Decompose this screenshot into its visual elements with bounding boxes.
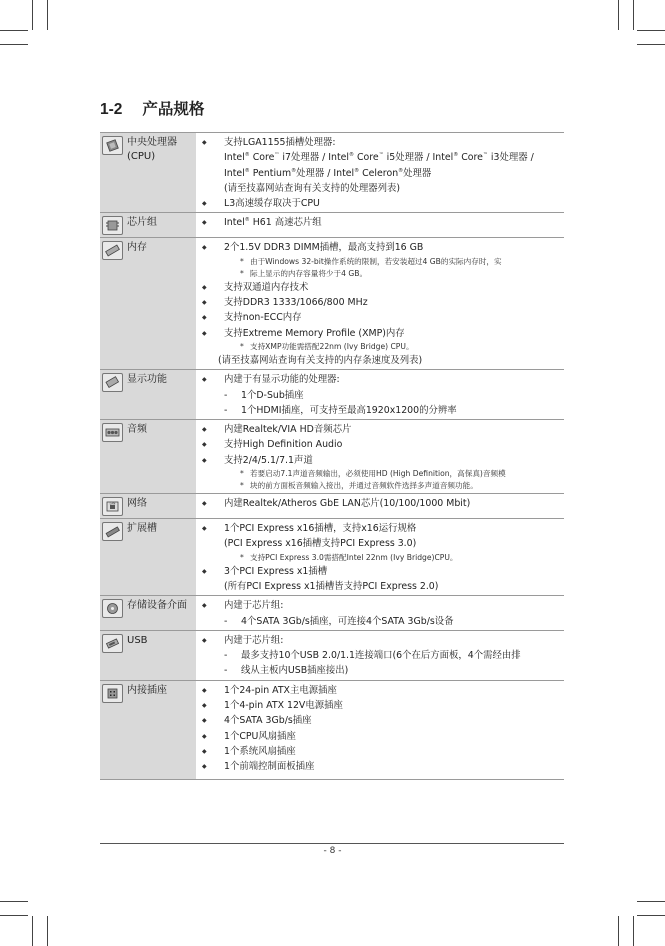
- spec-note: * 支持XMP功能需搭配22nm (Ivy Bridge) CPU。: [196, 341, 564, 353]
- spec-content: [196, 133, 564, 212]
- spec-content: [196, 420, 564, 493]
- spec-note: * 由于Windows 32-bit操作系统的限制，若安装超过4 GB的实际内存时，实: [196, 256, 564, 268]
- spec-line: ◆ 支持LGA1155插槽处理器:: [196, 135, 564, 150]
- spec-line: ◆ 内建Realtek/Atheros GbE LAN芯片(10/100/1000 Mbit): [196, 496, 564, 511]
- spec-note: * 若要启动7.1声道音频输出，必须使用HD (High Definition，高保真)音频模: [196, 468, 564, 480]
- crop-mark: [637, 901, 665, 902]
- svg-text:LAN: LAN: [109, 501, 116, 506]
- section-number: 1-2: [100, 101, 123, 118]
- spec-content: [196, 213, 564, 237]
- category-cell: [100, 631, 196, 680]
- spec-line: ◆ 2个1.5V DDR3 DIMM插槽，最高支持到16 GB: [196, 240, 564, 255]
- category-label: 内存: [127, 242, 147, 254]
- spec-note: * 支持PCI Express 3.0需搭配Intel 22nm (Ivy Bridge)CPU。: [196, 552, 564, 564]
- spec-line: ◆ 1个CPU风扇插座: [196, 729, 564, 744]
- crop-mark: [0, 915, 28, 916]
- crop-mark: [637, 915, 665, 916]
- storage-icon: [102, 599, 123, 618]
- spec-line: ◆ 支持Extreme Memory Profile (XMP)内存: [196, 326, 564, 341]
- crop-mark: [633, 0, 634, 30]
- category-label: 内接插座: [127, 684, 167, 696]
- spec-line: Intel® Pentium®处理器 / Intel® Celeron®处理器: [224, 167, 432, 179]
- spec-subline: - 1个HDMI插座，可支持至最高1920x1200的分辨率: [196, 403, 564, 418]
- spec-line: ◆ Intel® H61 高速芯片组: [196, 215, 564, 230]
- category-label: 芯片组: [127, 217, 157, 229]
- spec-line: ◆ 支持High Definition Audio: [196, 437, 564, 452]
- crop-mark: [637, 44, 665, 45]
- footer-rule: [100, 843, 564, 844]
- spec-line: (PCI Express x16插槽支持PCI Express 3.0): [224, 538, 417, 550]
- spec-content: [196, 596, 564, 630]
- spec-line: (请至技嘉网站查询有关支持的处理器列表): [224, 182, 401, 194]
- spec-line: ◆ 1个前端控制面板插座: [196, 759, 564, 774]
- display-icon: [102, 373, 123, 392]
- crop-mark: [0, 44, 28, 45]
- connector-icon: [102, 684, 123, 703]
- spec-line: ◆ 1个24-pin ATX主电源插座: [196, 683, 564, 698]
- spec-line: Intel® Core™ i7处理器 / Intel® Core™ i5处理器 / Intel® Core™ i3处理器 /: [224, 152, 534, 164]
- lan-icon: [102, 497, 123, 516]
- spec-row-expansion: [100, 518, 564, 595]
- crop-mark: [47, 0, 48, 30]
- crop-mark: [618, 916, 619, 946]
- spec-note-cont: * 际上显示的内存容量将少于4 GB。: [196, 268, 564, 280]
- spec-line: ◆ 3个PCI Express x1插槽: [196, 564, 564, 579]
- memory-icon: [102, 241, 123, 260]
- category-label: 网络: [127, 498, 147, 510]
- cpu-icon: [102, 136, 123, 155]
- spec-subline: - 1个D-Sub插座: [196, 388, 564, 403]
- spec-content: [196, 238, 564, 369]
- spec-content: [196, 519, 564, 595]
- chipset-icon: [102, 216, 123, 235]
- crop-mark: [32, 0, 33, 30]
- spec-row-lan: [100, 493, 564, 518]
- category-cell: [100, 213, 196, 237]
- category-cell: [100, 519, 196, 595]
- spec-line: ◆ 支持DDR3 1333/1066/800 MHz: [196, 295, 564, 310]
- category-cell: [100, 133, 196, 212]
- page-number: - 8 -: [323, 846, 342, 856]
- spec-line: ◆ 1个PCI Express x16插槽，支持x16运行规格: [196, 521, 564, 536]
- category-label: 中央处理器 (CPU): [127, 137, 177, 162]
- spec-line: ◆ 支持双通道内存技术: [196, 280, 564, 295]
- spec-subline: - 最多支持10个USB 2.0/1.1连接端口(6个在后方面板，4个需经由排: [196, 648, 564, 663]
- spec-line: ◆ 4个SATA 3Gb/s插座: [196, 713, 564, 728]
- spec-table: [100, 132, 564, 780]
- category-cell: [100, 681, 196, 779]
- spec-line: (所有PCI Express x1插槽皆支持PCI Express 2.0): [224, 580, 439, 592]
- spec-note-cont: * 块的前方面板音频输入接出，并通过音频软件选择多声道音频功能。: [196, 480, 564, 492]
- spec-line: ◆ L3高速缓存取决于CPU: [196, 196, 564, 211]
- crop-mark: [32, 916, 33, 946]
- expansion-slot-icon: [102, 522, 123, 541]
- spec-line: ◆ 支持non-ECC内存: [196, 310, 564, 325]
- category-label: 音频: [127, 424, 147, 436]
- spec-line: ◆ 内建于芯片组:: [196, 598, 564, 613]
- category-cell: [100, 420, 196, 493]
- spec-row-storage: [100, 595, 564, 630]
- category-cell: [100, 238, 196, 369]
- crop-mark: [633, 916, 634, 946]
- spec-row-chipset: [100, 212, 564, 237]
- spec-line: ◆ 1个4-pin ATX 12V电源插座: [196, 698, 564, 713]
- usb-icon: [102, 634, 123, 653]
- spec-content: [196, 494, 564, 518]
- spec-line: (请至技嘉网站查询有关支持的内存条速度及列表): [218, 354, 423, 366]
- spec-line: ◆ 支持2/4/5.1/7.1声道: [196, 453, 564, 468]
- spec-row-memory: [100, 237, 564, 369]
- category-cell: [100, 596, 196, 630]
- category-cell: [100, 370, 196, 419]
- spec-row-display: [100, 369, 564, 419]
- spec-line: ◆ 1个系统风扇插座: [196, 744, 564, 759]
- spec-content: [196, 681, 564, 779]
- spec-content: [196, 631, 564, 680]
- category-label: 扩展槽: [127, 523, 157, 535]
- crop-mark: [618, 0, 619, 30]
- spec-row-internal-connectors: [100, 680, 564, 780]
- section-title: [100, 97, 204, 119]
- spec-line: ◆ 内建于有显示功能的处理器:: [196, 372, 564, 387]
- spec-subline: - 4个SATA 3Gb/s插座，可连接4个SATA 3Gb/s设备: [196, 614, 564, 629]
- spec-content: [196, 370, 564, 419]
- crop-mark: [0, 30, 28, 31]
- category-label: 存储设备介面: [127, 600, 187, 612]
- spec-row-cpu: [100, 132, 564, 212]
- spec-line: ◆ 内建于芯片组:: [196, 633, 564, 648]
- category-cell: [100, 494, 196, 518]
- crop-mark: [637, 30, 665, 31]
- crop-mark: [47, 916, 48, 946]
- category-label: USB: [127, 634, 148, 646]
- category-label: 显示功能: [127, 374, 167, 386]
- audio-icon: [102, 423, 123, 442]
- spec-subline-cont: - 线从主板内USB插座接出): [196, 663, 564, 678]
- section-heading: 产品规格: [142, 100, 205, 118]
- spec-row-audio: [100, 419, 564, 493]
- spec-row-usb: [100, 630, 564, 680]
- spec-line: ◆ 内建Realtek/VIA HD音频芯片: [196, 422, 564, 437]
- crop-mark: [0, 901, 28, 902]
